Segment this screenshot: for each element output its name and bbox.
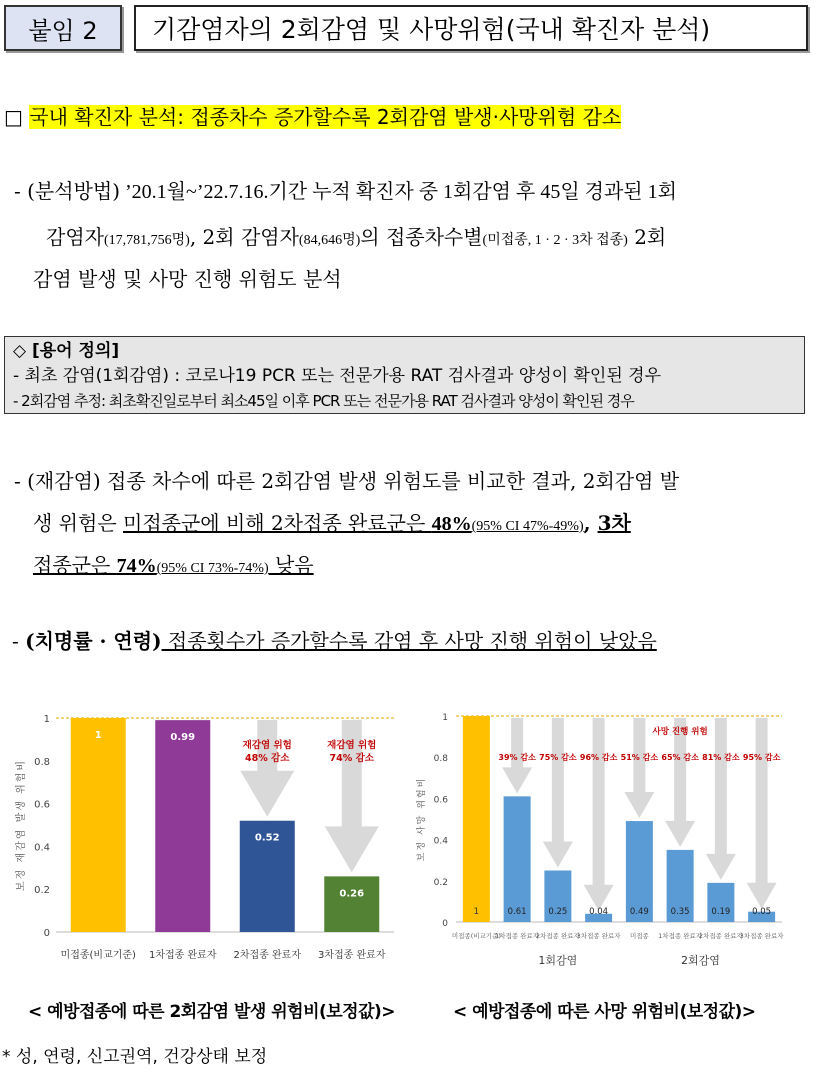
x-tick-label: 3차접종 완료자: [739, 932, 784, 940]
reduction-arrow: [584, 718, 614, 911]
method-text-2d: (84,646명): [298, 233, 361, 248]
death-risk-chart: [412, 702, 812, 972]
reinfection-text-2a: 생 위험은: [33, 511, 123, 535]
reduction-label: 65% 감소: [661, 753, 699, 762]
attachment-tag: [4, 5, 122, 51]
reduction-label: 81% 감소: [702, 753, 740, 762]
annotation-label: 74% 감소: [329, 753, 374, 764]
right-chart-caption: < 예방접종에 따른 사망 위험비(보정값)>: [453, 1002, 756, 1022]
definitions-title: ◇ [용어 정의]: [13, 341, 120, 361]
bar-value-label: 0.52: [254, 832, 280, 844]
bar-value-label: 0.19: [711, 907, 731, 917]
method-text-2g: 2회: [627, 225, 667, 249]
reinfection-text-2c: 48%: [431, 513, 472, 535]
y-tick-label: 0.4: [433, 836, 448, 847]
footnote: * 성, 연령, 신고권역, 건강상태 보정: [2, 1047, 268, 1067]
reduction-arrow: [747, 718, 777, 909]
bar: [71, 718, 126, 932]
reinfection-text-2f: 3차: [597, 511, 631, 535]
fatality-line: [12, 622, 657, 660]
attachment-tag-label: 붙임 2: [28, 16, 98, 45]
bar-value-label: 0.35: [670, 907, 690, 917]
reinfection-text-3c: (95% CI 73%-74%): [156, 561, 269, 576]
x-tick-label: 2차접종 완료자: [233, 950, 302, 961]
dash: -: [14, 179, 28, 203]
bar: [155, 720, 210, 932]
bar-value-label: 0.05: [752, 907, 772, 917]
reduction-label: 95% 감소: [742, 753, 781, 762]
page-title-text: 기감염자의 2회감염 및 사망위험(국내 확진자 분석): [152, 15, 711, 44]
bar-value-label: 1: [473, 907, 480, 917]
method-text-2c: , 2회 감염자: [189, 225, 299, 249]
y-tick-label: 0.4: [34, 842, 50, 854]
method-text-3: 감염 발생 및 사망 진행 위험도 분석: [33, 267, 342, 291]
reduction-arrow: [624, 718, 654, 818]
method-label: (분석방법): [27, 179, 121, 203]
section-heading: [4, 101, 621, 130]
y-tick-label: 1: [442, 713, 448, 723]
reinfection-text-2d: (95% CI 47%-49%): [471, 519, 584, 534]
y-axis-label: 보정 사망 위험비: [417, 776, 427, 862]
group-label: 2회감염: [681, 954, 720, 967]
bar-value-label: 0.26: [339, 888, 365, 900]
x-tick-label: 1차접종 완료자: [495, 932, 540, 940]
annotation-label: 재감염 위험: [327, 740, 377, 751]
x-tick-label: 1차접종 완료자: [658, 932, 703, 940]
heading-bullet: □: [4, 105, 23, 129]
reinfection-text-3b: 74%: [116, 555, 157, 577]
reduction-arrow: [665, 718, 695, 847]
heading-text: 국내 확진자 분석: 접종차수 증가할수록 2회감염 발생·사망위험 감소: [29, 105, 622, 129]
method-line-1: [14, 172, 677, 211]
annotation-arrow: [240, 720, 294, 817]
bar-value-label: 0.61: [507, 907, 527, 917]
reinfection-risk-chart: [10, 702, 400, 970]
y-tick-label: 0: [442, 919, 448, 929]
x-tick-label: 2차접종 완료자: [698, 932, 743, 940]
y-tick-label: 0.2: [34, 885, 50, 897]
y-tick-label: 0.6: [433, 795, 448, 806]
reinfection-label: (재감염): [27, 469, 101, 493]
reduction-label: 39% 감소: [498, 753, 536, 762]
method-line-3: [33, 260, 342, 298]
reduction-arrow: [543, 718, 573, 868]
definition-item: - 2회감염 추정: 최초확진일로부터 최소45일 이후 PCR 또는 전문가용 RAT 검사결과 양성이 확인된 경우: [13, 392, 634, 410]
definition-item: - 최초 감염(1회감염) : 코로나19 PCR 또는 전문가용 RAT 검사결과 양성이 확인된 경우: [13, 366, 661, 386]
left-chart-caption: < 예방접종에 따른 2회감염 발생 위험비(보정값)>: [28, 1002, 396, 1022]
method-line-2: [46, 218, 666, 260]
reinfection-text-2b: 미접종군에 비해 2차접종 완료군은: [123, 511, 432, 535]
method-text-2a: 감염자: [46, 225, 104, 249]
y-tick-label: 0.8: [34, 756, 50, 768]
x-tick-label: 미접종(비교기준): [451, 932, 501, 940]
y-tick-label: 0.2: [433, 877, 448, 888]
x-tick-label: 미접종(비교기준): [60, 950, 136, 961]
bar-value-label: 0.99: [170, 732, 196, 744]
x-tick-label: 1차접종 완료자: [148, 950, 217, 961]
dash: -: [12, 629, 26, 653]
x-tick-label: 2차접종 완료자: [535, 932, 580, 940]
annotation-label: 재감염 위험: [242, 740, 292, 751]
reinfection-text-1: 접종 차수에 따른 2회감염 발생 위험도를 비교한 결과, 2회감염 발: [100, 469, 680, 493]
reinfection-text-3d: 낮음: [268, 553, 314, 577]
reinfection-line-3: [33, 546, 314, 588]
method-text-1: ’20.1월~’22.7.16.기간 누적 확진자 중 1회감염 후 45일 경과된 1회: [120, 181, 677, 203]
reinfection-text-3a: 접종군은: [33, 553, 117, 577]
page-title: [134, 5, 808, 51]
reinfection-line-2: [33, 504, 631, 546]
annotation-label: 48% 감소: [245, 753, 290, 764]
fatality-label: (치명률 · 연령): [25, 629, 162, 653]
method-text-2b: (17,781,756명): [103, 233, 190, 248]
x-tick-label: 3차접종 완료자: [576, 932, 621, 940]
chart-top-note: 사망 진행 위험: [652, 727, 708, 737]
y-axis-label: 보정 재감염 발생 위험비: [16, 758, 27, 892]
method-text-2f: (미접종, 1 · 2 · 3차 접종): [482, 233, 628, 248]
y-tick-label: 1: [43, 714, 50, 725]
reduction-label: 96% 감소: [579, 753, 618, 762]
bar-value-label: 0.04: [589, 907, 609, 917]
fatality-text: 접종횟수가 증가할수록 감염 후 사망 진행 위험이 낮았음: [161, 629, 657, 653]
y-tick-label: 0.6: [34, 799, 50, 811]
reinfection-line-1: [14, 462, 679, 500]
bar: [504, 796, 531, 922]
dash: -: [14, 469, 28, 493]
method-text-2e: 의 접종차수별: [360, 225, 483, 249]
reduction-label: 75% 감소: [539, 753, 577, 762]
bar: [463, 716, 490, 922]
bar: [324, 876, 379, 932]
bar-value-label: 0.25: [548, 907, 568, 917]
y-tick-label: 0: [43, 928, 50, 939]
group-label: 1회감염: [538, 954, 578, 967]
bar-value-label: 1: [94, 730, 102, 741]
x-tick-label: 3차접종 완료자: [317, 950, 386, 961]
definitions-box: [4, 336, 805, 414]
bar-value-label: 0.49: [629, 907, 649, 917]
x-tick-label: 미접종: [629, 932, 649, 940]
reinfection-text-2e: ,: [583, 511, 598, 535]
reduction-label: 51% 감소: [620, 753, 659, 762]
y-tick-label: 0.8: [433, 754, 448, 765]
reduction-arrow: [706, 718, 736, 880]
